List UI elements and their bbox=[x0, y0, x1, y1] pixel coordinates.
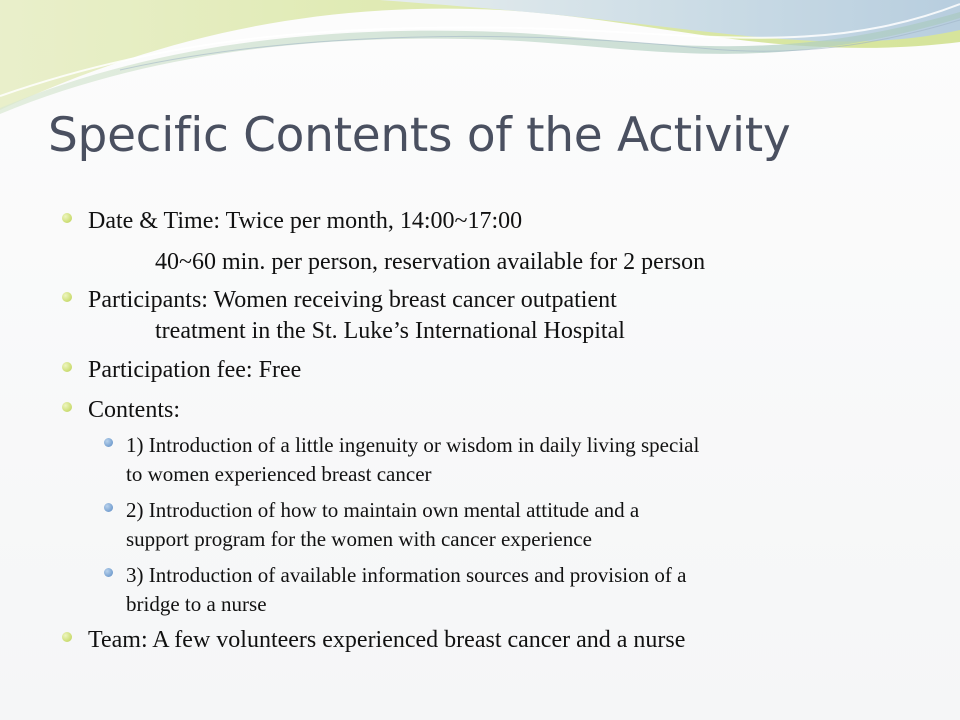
sub-bullet-icon bbox=[104, 503, 113, 512]
sub-bullet-icon bbox=[104, 568, 113, 577]
slide-title: Specific Contents of the Activity bbox=[48, 108, 791, 163]
bullet-participants-continuation: treatment in the St. Luke’s International Hospital bbox=[155, 318, 625, 344]
bullet-fee: Participation fee: Free bbox=[88, 357, 302, 383]
bullet-contents: Contents: bbox=[88, 397, 181, 423]
sub-bullet-1: 1) Introduction of a little ingenuity or wisdom in daily living special bbox=[126, 433, 700, 457]
sub-bullet-1-continuation: to women experienced breast cancer bbox=[126, 462, 432, 486]
bullet-team: Team: A few volunteers experienced breast cancer and a nurse bbox=[88, 627, 686, 653]
bullet-icon bbox=[62, 213, 72, 223]
bullet-icon bbox=[62, 362, 72, 372]
sub-bullet-3-continuation: bridge to a nurse bbox=[126, 592, 267, 616]
sub-bullet-icon bbox=[104, 438, 113, 447]
bullet-icon bbox=[62, 402, 72, 412]
bullet-date-time: Date & Time: Twice per month, 14:00~17:00 bbox=[88, 208, 523, 234]
bullet-participants: Participants: Women receiving breast cancer outpatient bbox=[88, 287, 617, 313]
sub-bullet-3: 3) Introduction of available information sources and provision of a bbox=[126, 563, 687, 587]
bullet-icon bbox=[62, 292, 72, 302]
bullet-icon bbox=[62, 632, 72, 642]
sub-bullet-2-continuation: support program for the women with cancer experience bbox=[126, 527, 592, 551]
sub-bullet-2: 2) Introduction of how to maintain own mental attitude and a bbox=[126, 498, 640, 522]
bullet-date-time-continuation: 40~60 min. per person, reservation available for 2 person bbox=[155, 249, 706, 275]
